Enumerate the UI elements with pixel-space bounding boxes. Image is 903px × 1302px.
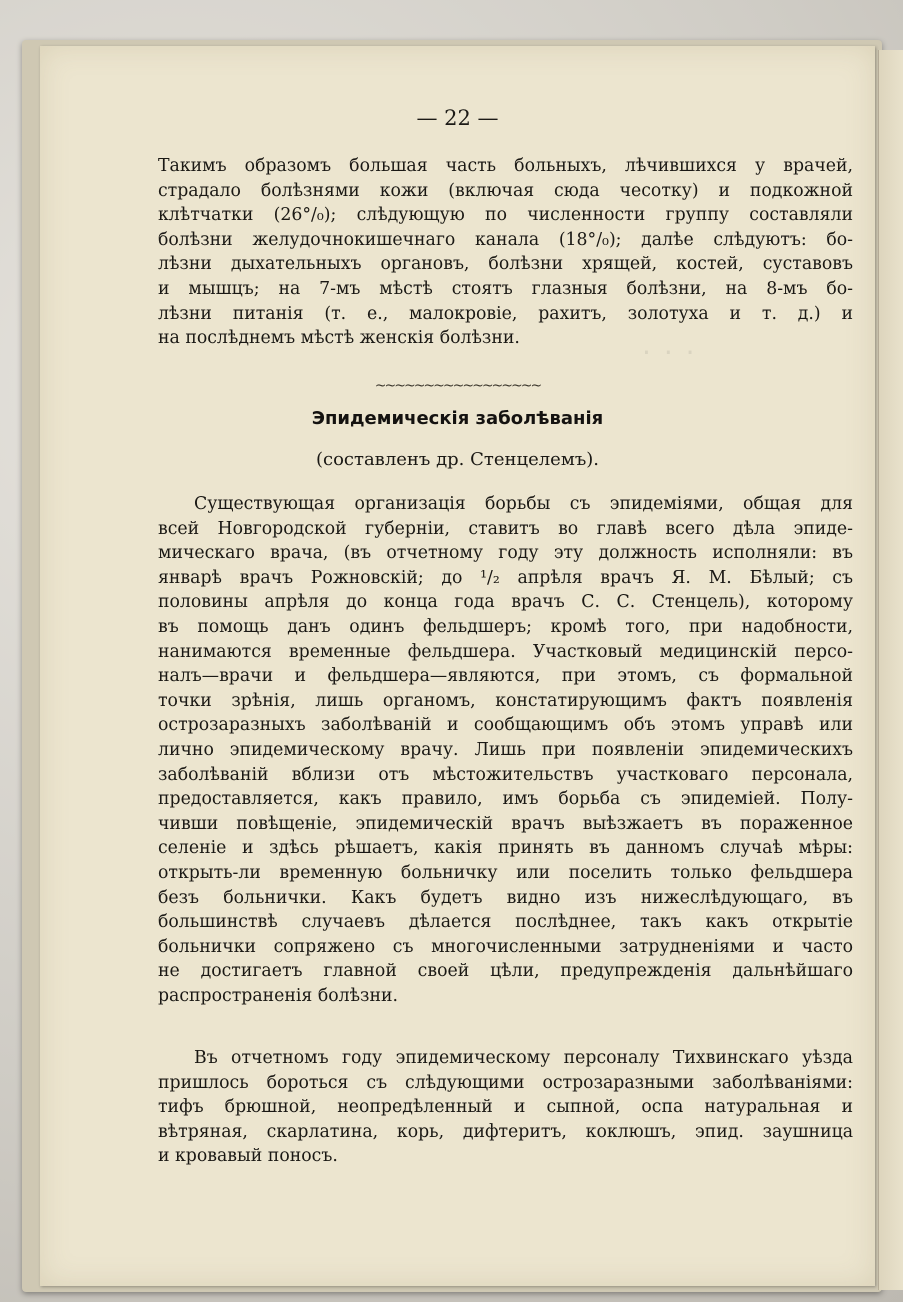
text-line: чивши повѣщеніе, эпидемическій врачъ выѣзжаетъ въ пораженное [158, 813, 853, 834]
text-line: мическаго врача, (въ отчетному году эту должность исполняли: въ [158, 543, 853, 564]
text-line: лѣзни питанія (т. е., малокровіе, рахитъ, золотуха и т. д.) и [158, 303, 853, 324]
text-line: лично эпидемическому врачу. Лишь при появленіи эпидемическихъ [158, 739, 853, 760]
text-line: на послѣднемъ мѣстѣ женскія болѣзни. [158, 328, 520, 349]
text-line: половины апрѣля до конца года врачъ С. С. Стенцель), которому [158, 592, 853, 613]
text-line: распространенія болѣзни. [158, 985, 398, 1006]
paragraph-2 [158, 492, 853, 1008]
text-line: не достигаетъ главной своей цѣли, предупрежденія дальнѣйшаго [158, 961, 853, 982]
text-line: клѣтчатки (26°/₀); слѣдующую по численности группу составляли [158, 205, 853, 226]
bleed-through-mark: · · · [640, 336, 695, 369]
text-line: открыть-ли временную больничку или поселить только фельдшера [158, 862, 853, 883]
text-line: предоставляется, какъ правило, имъ борьба съ эпидеміей. Полу- [158, 789, 853, 810]
text-line: въ помощь данъ одинъ фельдшеръ; кромѣ того, при надобности, [158, 616, 853, 637]
text-line: лѣзни дыхательныхъ органовъ, болѣзни хрящей, костей, суставовъ [158, 254, 853, 275]
text-line: острозаразныхъ заболѣваній и сообщающимъ объ этомъ управѣ или [158, 715, 853, 736]
next-page-edge [878, 50, 903, 1290]
text-line: январѣ врачъ Рожновскій; до ¹/₂ апрѣля врачъ Я. М. Бѣлый; съ [158, 567, 853, 588]
book-page [40, 46, 875, 1286]
text-line: страдало болѣзнями кожи (включая сюда чесотку) и подкожной [158, 180, 853, 201]
text-line: точки зрѣнія, лишь органомъ, констатирующимъ фактъ появленія [158, 690, 853, 711]
text-line: болѣзни желудочнокишечнаго канала (18°/₀); далѣе слѣдуютъ: бо- [158, 229, 853, 250]
paragraph-1 [158, 154, 853, 351]
text-line: Существующая организація борьбы съ эпидеміями, общая для [194, 494, 853, 514]
text-line: налъ—врачи и фельдшера—являются, при этомъ, съ формальной [158, 666, 853, 687]
ornamental-divider: ~~~~~~~~~~~~~~~~~ [374, 378, 541, 394]
text-line: заболѣваній вблизи отъ мѣстожительствъ участковаго персонала, [158, 764, 853, 785]
text-line: тифъ брюшной, неопредѣленный и сыпной, оспа натуральная и [158, 1097, 853, 1118]
text-line: всей Новгородской губерніи, ставитъ во главѣ всего дѣла эпиде- [158, 518, 853, 539]
text-line: больнички сопряжено съ многочисленными затрудненіями и часто [158, 936, 853, 957]
text-line: и мышцъ; на 7-мъ мѣстѣ стоятъ глазныя болѣзни, на 8-мъ бо- [158, 278, 853, 299]
text-line: Въ отчетномъ году эпидемическому персоналу Тихвинскаго уѣзда [194, 1048, 853, 1068]
section-author: (составленъ др. Стенцелемъ). [315, 449, 600, 470]
text-line: вѣтряная, скарлатина, корь, дифтеритъ, коклюшъ, эпид. заушница [158, 1121, 853, 1142]
section-title: Эпидемическія заболѣванія [311, 408, 604, 429]
text-line: селеніе и здѣсь рѣшаетъ, какія принять въ данномъ случаѣ мѣры: [158, 838, 853, 859]
text-line: пришлось бороться съ слѣдующими острозаразными заболѣваніями: [158, 1072, 853, 1093]
text-line: нанимаются временные фельдшера. Участковый медицинскій персо- [158, 641, 853, 662]
page-number: — 22 — [416, 106, 499, 130]
paragraph-3 [158, 1046, 853, 1169]
text-line: Такимъ образомъ большая часть больныхъ, лѣчившихся у врачей, [158, 156, 853, 176]
text-line: безъ больнички. Какъ будетъ видно изъ нижеслѣдующаго, въ [158, 887, 853, 908]
text-line: большинствѣ случаевъ дѣлается послѣднее, такъ какъ открытіе [158, 912, 853, 933]
text-line: и кровавый поносъ. [158, 1146, 338, 1167]
